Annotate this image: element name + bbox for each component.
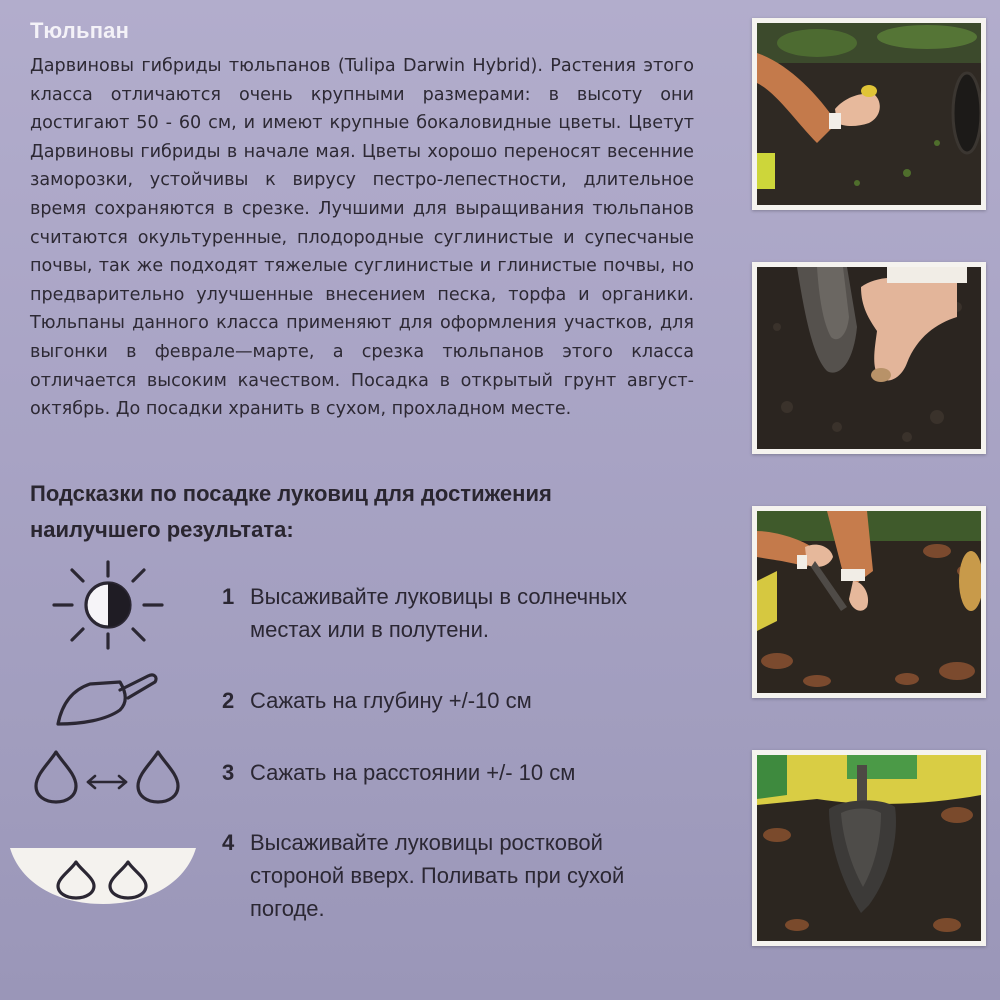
trowel-icon (52, 668, 162, 730)
page-title: Тюльпан (30, 18, 130, 43)
photo-trowel-hand (752, 262, 986, 454)
tip-step-2 (222, 684, 702, 717)
tip-step-text: Высаживайте луковицы ростковой стороной вверх. Поливать при сухой погоде. (250, 830, 625, 921)
tip-step-1 (222, 580, 702, 646)
tips-title: Подсказки по посадке луковиц для достижения наилучшего результата: (30, 481, 552, 542)
tip-step-number: 2 (222, 688, 235, 713)
tip-step-number: 3 (222, 760, 235, 785)
tip-step-text: Сажать на расстоянии +/- 10 см (250, 760, 576, 785)
description-text: Дарвиновы гибриды тюльпанов (Tulipa Darwin Hybrid). Растения этого класса отличаются очень крупными размерами: в высоту они достигают 50 - 60 см, и имеют крупные бокаловидные цветы. Цветут Дарвиновы гибриды в начале мая. Цветы хорошо переносят весенние заморозки, устойчивы к вирусу пестро-лепестности, длительное время сохраняются в срезке. Лучшими для выращивания тюльпанов считаются окультуренные, плодородные суглинистые и супесчаные почвы, так же подходят тяжелые суглинистые и глинистые почвы, но предварительно улучшенные внесением песка, торфа и органики. Тюльпаны данного класса применяют для оформления участков, для выгонки в феврале—марте, а срезка тюльпанов этого класса отличается высоким качеством. Посадка в открытый грунт август-октябрь. До посадки хранить в сухом, прохладном месте. (30, 56, 694, 420)
tip-step-number: 4 (222, 830, 235, 855)
tip-step-text: Высаживайте луковицы в солнечных местах или в полутени. (250, 584, 628, 642)
photo-planting-bulb (752, 18, 986, 210)
photo-trowel-in-soil (752, 750, 986, 946)
bulb-spacing-icon (32, 748, 182, 804)
sun-half-shade-icon (50, 560, 166, 650)
tip-step-text: Сажать на глубину +/-10 см (250, 688, 532, 713)
tip-step-number: 1 (222, 584, 235, 609)
bulbs-in-soil-icon (10, 846, 196, 906)
photo-planting-leaves (752, 506, 986, 698)
tip-step-3 (222, 756, 702, 789)
tip-step-4 (222, 826, 682, 925)
